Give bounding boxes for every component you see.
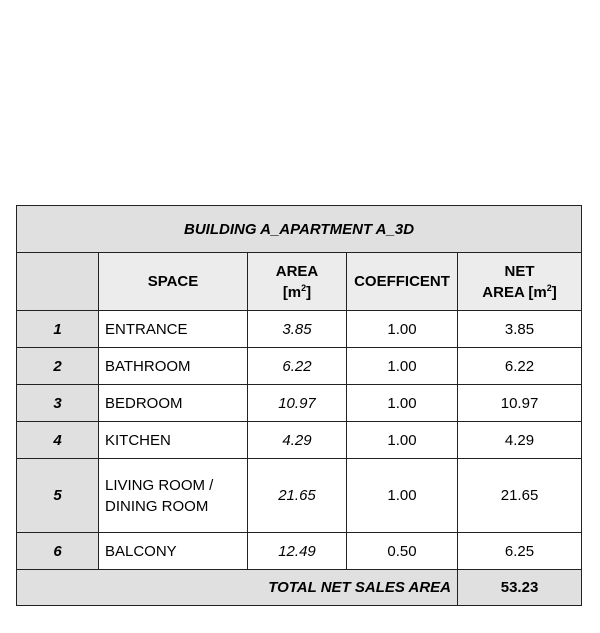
row-net-area: 6.22 [458,348,582,385]
row-net-area: 21.65 [458,459,582,533]
header-area-unit: $[m^2]$ [282,282,312,301]
row-area: 12.49 [248,533,347,570]
row-number: 3 [17,385,99,422]
row-coefficient: 1.00 [347,385,458,422]
row-net-area: 3.85 [458,311,582,348]
header-row [17,253,582,311]
row-coefficient: 1.00 [347,422,458,459]
table-row [17,311,582,348]
row-space: BEDROOM [99,385,248,422]
row-area: 6.22 [248,348,347,385]
row-number: 2 [17,348,99,385]
header-area [248,253,347,311]
row-net-area: 10.97 [458,385,582,422]
header-net-label: NET [504,262,535,280]
row-number: 4 [17,422,99,459]
row-number: 5 [17,459,99,533]
table-row [17,459,582,533]
total-value: 53.23 [458,570,582,606]
row-coefficient: 1.00 [347,459,458,533]
row-space: BATHROOM [99,348,248,385]
row-area: 4.29 [248,422,347,459]
total-label: TOTAL NET SALES AREA [17,570,458,606]
row-space: BALCONY [99,533,248,570]
table-row [17,422,582,459]
table-title: BUILDING A_APARTMENT A_3D [17,206,582,253]
row-coefficient: 1.00 [347,311,458,348]
row-net-area: 6.25 [458,533,582,570]
row-coefficient: 0.50 [347,533,458,570]
row-area: 3.85 [248,311,347,348]
row-net-area: 4.29 [458,422,582,459]
header-coefficient: COEFFICENT [347,253,458,311]
row-space: ENTRANCE [99,311,248,348]
header-area-label: AREA [275,262,319,280]
table-row [17,385,582,422]
row-coefficient: 1.00 [347,348,458,385]
table-row [17,533,582,570]
total-row [17,570,582,606]
header-space: SPACE [99,253,248,311]
row-area: 21.65 [248,459,347,533]
row-number: 1 [17,311,99,348]
apartment-area-table [16,205,582,606]
row-number: 6 [17,533,99,570]
row-space: KITCHEN [99,422,248,459]
header-net-unit: AREA $[m^2]$ [482,282,557,301]
row-space: LIVING ROOM / DINING ROOM [99,459,248,533]
row-area: 10.97 [248,385,347,422]
header-number-cell [17,253,99,311]
table-row [17,348,582,385]
header-net-area [458,253,582,311]
